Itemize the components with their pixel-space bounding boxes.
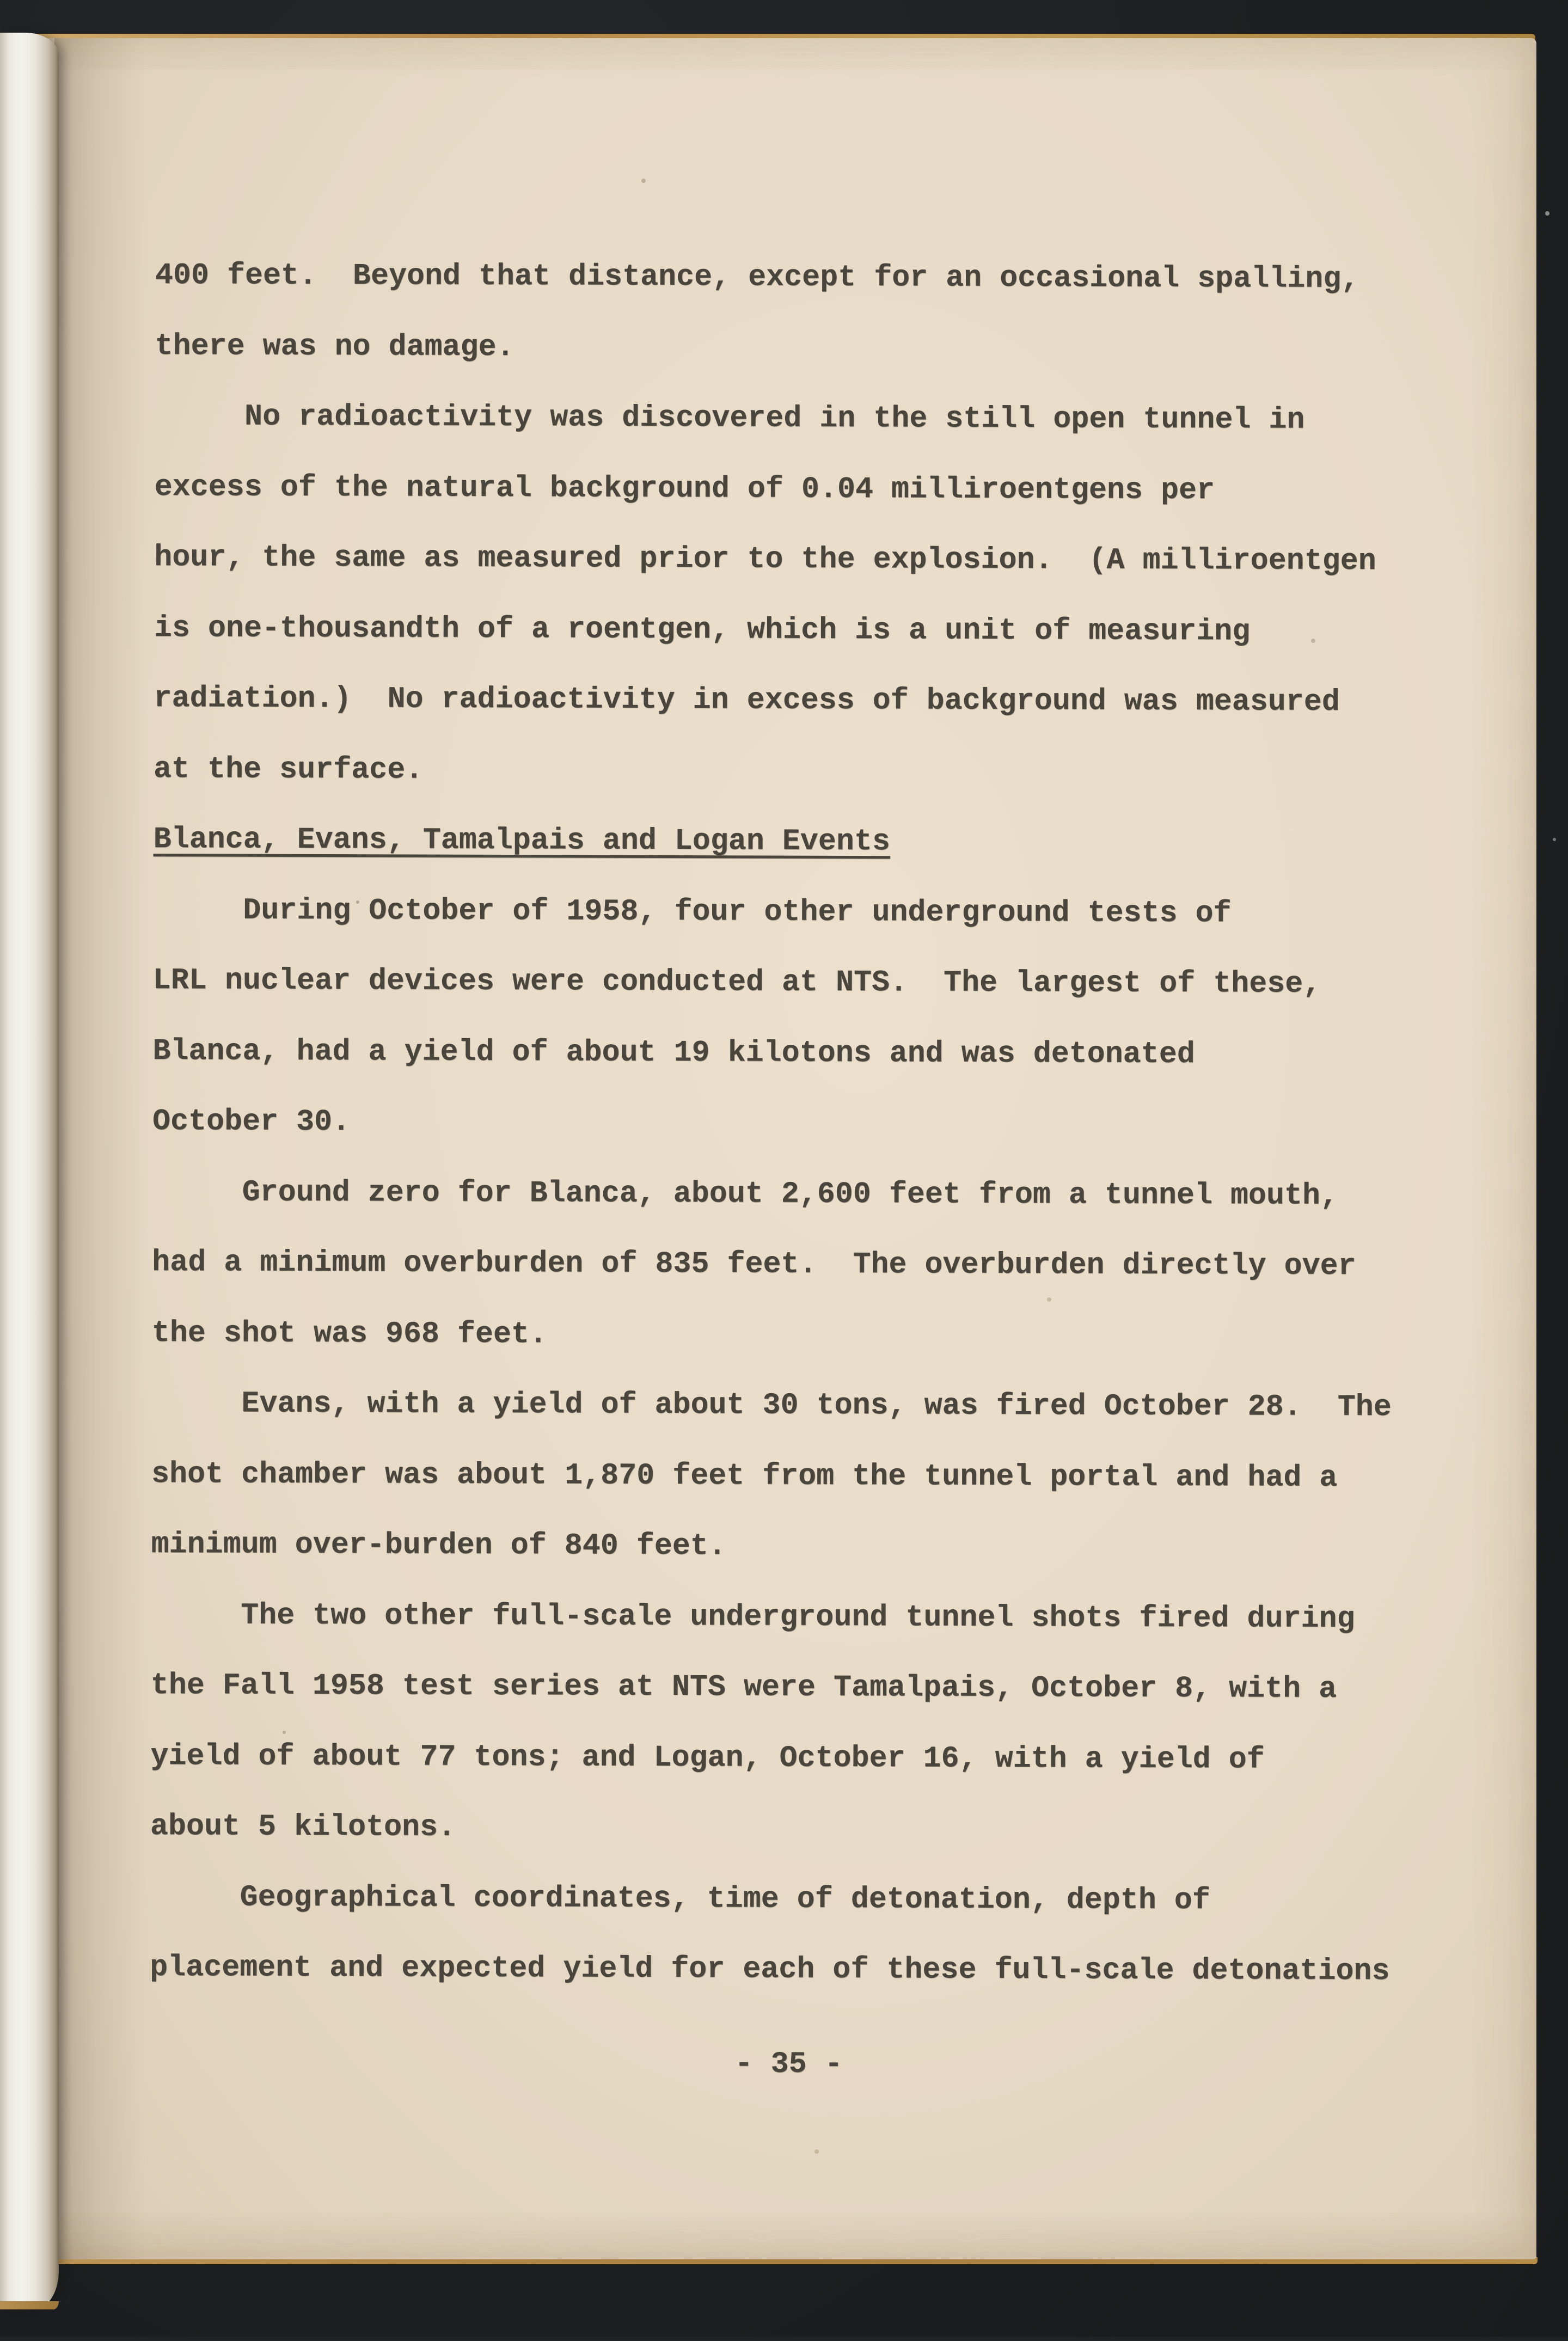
text-line-content: Ground zero for Blanca, about 2,600 feet from a tunnel mouth, [242,1175,1339,1212]
text-line-content: hour, the same as measured prior to the explosion. (A milliroentgen [154,540,1376,578]
text-line-content: there was no damage. [155,328,514,364]
text-line-content: about 5 kilotons. [150,1809,456,1844]
text-line-content: LRL nuclear devices were conducted at NTS. The largest of these, [153,963,1321,1001]
text-line-content: at the surface. [154,751,423,787]
text-line-content: No radioactivity was discovered in the still open tunnel in [244,400,1305,437]
text-line-content: radiation.) No radioactivity in excess of background was measured [154,681,1340,719]
text-line-content: Blanca, had a yield of about 19 kilotons and was detonated [152,1033,1195,1071]
text-line [152,1015,1416,1090]
text-line [153,804,1416,879]
text-line-content: is one-thousandth of a roentgen, which is a unit of measuring [154,610,1251,648]
text-line [151,1579,1414,1654]
text-line [152,1227,1415,1302]
text-line [153,874,1416,949]
text-line [150,1791,1413,1866]
text-line [154,733,1417,808]
text-line-content: the Fall 1958 test series at NTS were Tamalpais, October 8, with a [151,1668,1337,1706]
text-line [154,451,1417,526]
text-line-content: minimum over-burden of 840 feet. [151,1527,726,1563]
text-line [154,592,1417,667]
text-line [152,1156,1415,1231]
typewritten-text-block [150,240,1418,2007]
text-line [153,945,1416,1020]
text-line-content: 400 feet. Beyond that distance, except for an occasional spalling, [155,258,1359,296]
text-line [154,522,1417,597]
text-line-content: the shot was 968 feet. [152,1315,547,1351]
text-line [151,1438,1414,1513]
text-line [150,1720,1413,1795]
text-line-content: Evans, with a yield of about 30 tons, was fired October 28. The [241,1387,1392,1425]
text-line-content: Geographical coordinates, time of detonation, depth of [240,1880,1210,1917]
text-line-content: shot chamber was about 1,870 feet from the tunnel portal and had a [151,1456,1338,1494]
text-line [155,381,1418,456]
text-line [152,1086,1416,1161]
text-line-content: The two other full-scale underground tunnel shots fired during [241,1598,1355,1635]
text-line-content: had a minimum overburden of 835 feet. The overburden directly over [152,1245,1356,1283]
page-number: - 35 - [735,2049,843,2079]
text-line [150,1861,1413,1936]
text-line-content: October 30. [152,1104,350,1139]
text-line [155,310,1418,385]
text-line [151,1650,1414,1725]
text-line [150,1932,1413,2007]
text-line-content: yield of about 77 tons; and Logan, October 16, with a yield of [150,1738,1265,1776]
text-line [154,663,1417,738]
text-line [151,1368,1414,1443]
text-line-content: During October of 1958, four other underground tests of [243,893,1231,930]
text-line-content: Blanca, Evans, Tamalpais and Logan Events [154,822,890,859]
text-line [152,1297,1415,1372]
text-line [155,240,1418,315]
text-line-content: placement and expected yield for each of these full-scale detonations [150,1950,1390,1988]
text-line-content: excess of the natural background of 0.04 milliroentgens per [155,469,1215,507]
text-line [151,1509,1414,1584]
